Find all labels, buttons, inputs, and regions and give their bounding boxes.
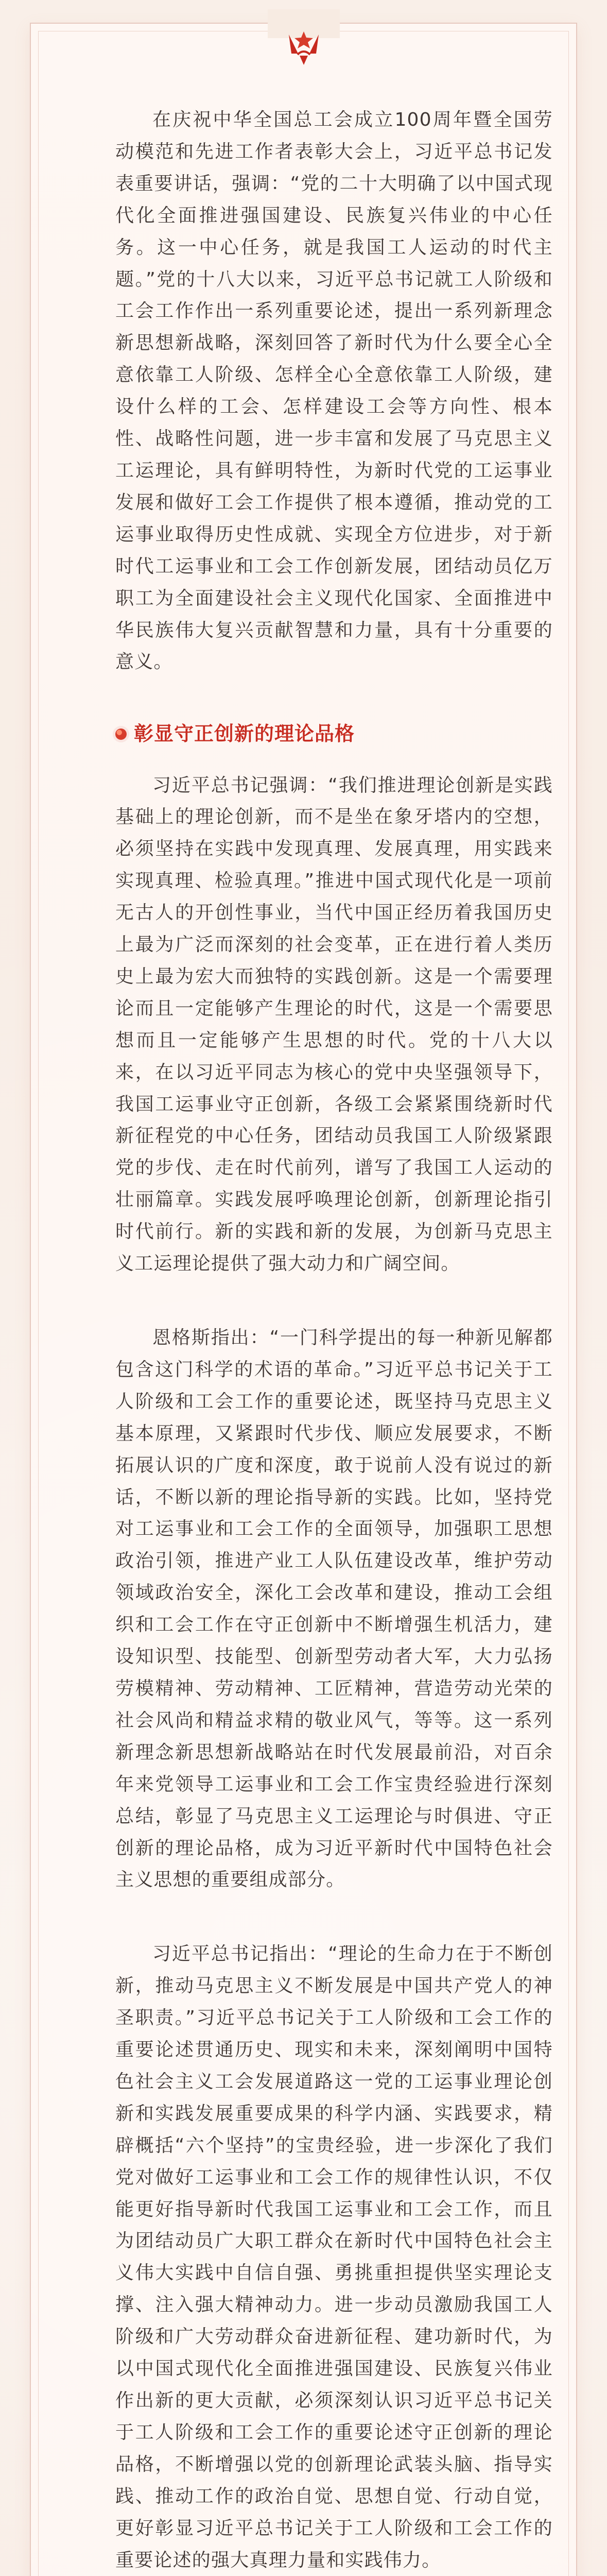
article-paragraph-2: 习近平总书记强调：“我们推进理论创新是实践基础上的理论创新，而不是坐在象牙塔内的空想，必须坚持在实践中发现真理、发展真理，用实践来实现真理、检验真理。”推进中国式现代化是一项前无古人的开创性事业，当代中国正经历着我国历史上最为广泛而深刻的社会变革，正在进行着人类历史上最为宏大而独特的实践创新。这是一个需要理论而且一定能够产生理论的时代，这是一个需要思想而且一定能够产生思想的时代。党的十八大以来，在以习近平同志为核心的党中央坚强领导下，我国工运事业守正创新，各级工会紧紧围绕新时代新征程党的中心任务，团结动员我国工人阶级紧跟党的步伐、走在时代前列，谱写了我国工人运动的壮丽篇章。实践发展呼唤理论创新，创新理论指引时代前行。新的实践和新的发展，为创新马克思主义工运理论提供了强大动力和广阔空间。 <box>115 774 553 1275</box>
section-title-text: 彰显守正创新的理论品格 <box>134 722 355 745</box>
article-paragraph-3: 恩格斯指出：“一门科学提出的每一种新见解都包含这门科学的术语的革命。”习近平总书记关于工人阶级和工会工作的重要论述，既坚持马克思主义基本原理，又紧跟时代步伐、顺应发展要求，不断拓展认识的广度和深度，敢于说前人没有说过的新话，不断以新的理论指导新的实践。比如，坚持党对工运事业和工会工作的全面领导，加强职工思想政治引领，推进产业工人队伍建设改革，维护劳动领域政治安全，深化工会改革和建设，推动工会组织和工会工作在守正创新中不断增强生机活力，建设知识型、技能型、创新型劳动者大军，大力弘扬劳模精神、劳动精神、工匠精神，营造劳动光荣的社会风尚和精益求精的敬业风气，等等。这一系列新理念新思想新战略站在时代发展最前沿，对百余年来党领导工运事业和工会工作宝贵经验进行深刻总结，彰显了马克思主义工运理论与时俱进、守正创新的理论品格，成为习近平新时代中国特色社会主义思想的重要组成部分。 <box>115 1327 553 1891</box>
flag-emblem-icon <box>273 28 335 74</box>
article-paragraph-1: 在庆祝中华全国总工会成立100周年暨全国劳动模范和先进工作者表彰大会上，习近平总书记发表重要讲话，强调：“党的二十大明确了以中国式现代化全面推进强国建设、民族复兴伟业的中心任务。这一中心任务，就是我国工人运动的时代主题。”党的十八大以来，习近平总书记就工人阶级和工会工作作出一系列重要论述，提出一系列新理念新思想新战略，深刻回答了新时代为什么要全心全意依靠工人阶级、怎样全心全意依靠工人阶级，建设什么样的工会、怎样建设工会等方向性、根本性、战略性问题，进一步丰富和发展了马克思主义工运理论，具有鲜明特性，为新时代党的工运事业发展和做好工会工作提供了根本遵循，推动党的工运事业取得历史性成就、实现全方位进步，对于新时代工运事业和工会工作创新发展，团结动员亿万职工为全面建设社会主义现代化国家、全面推进中华民族伟大复兴贡献智慧和力量，具有十分重要的意义。 <box>115 109 553 673</box>
article-frame <box>30 23 577 2576</box>
article-paragraph-4: 习近平总书记指出：“理论的生命力在于不断创新，推动马克思主义不断发展是中国共产党人的神圣职责。”习近平总书记关于工人阶级和工会工作的重要论述贯通历史、现实和未来，深刻阐明中国特色社会主义工会发展道路这一党的工运事业理论创新和实践发展重要成果的科学内涵、实践要求，精辟概括“六个坚持”的宝贵经验，进一步深化了我们党对做好工运事业和工会工作的规律性认识，不仅能更好指导新时代我国工运事业和工会工作，而且为团结动员广大职工群众在新时代中国特色社会主义伟大实践中自信自强、勇挑重担提供坚实理论支撑、注入强大精神动力。进一步动员激励我国工人阶级和广大劳动群众奋进新征程、建功新时代，为以中国式现代化全面推进强国建设、民族复兴伟业作出新的更大贡献，必须深刻认识习近平总书记关于工人阶级和工会工作的重要论述守正创新的理论品格，不断增强以党的创新理论武装头脑、指导实践、推动工作的政治自觉、思想自觉、行动自觉，更好彰显习近平总书记关于工人阶级和工会工作的重要论述的强大真理力量和实践伟力。 <box>115 1943 553 2571</box>
article-content <box>115 104 553 2576</box>
section-title <box>115 720 553 748</box>
